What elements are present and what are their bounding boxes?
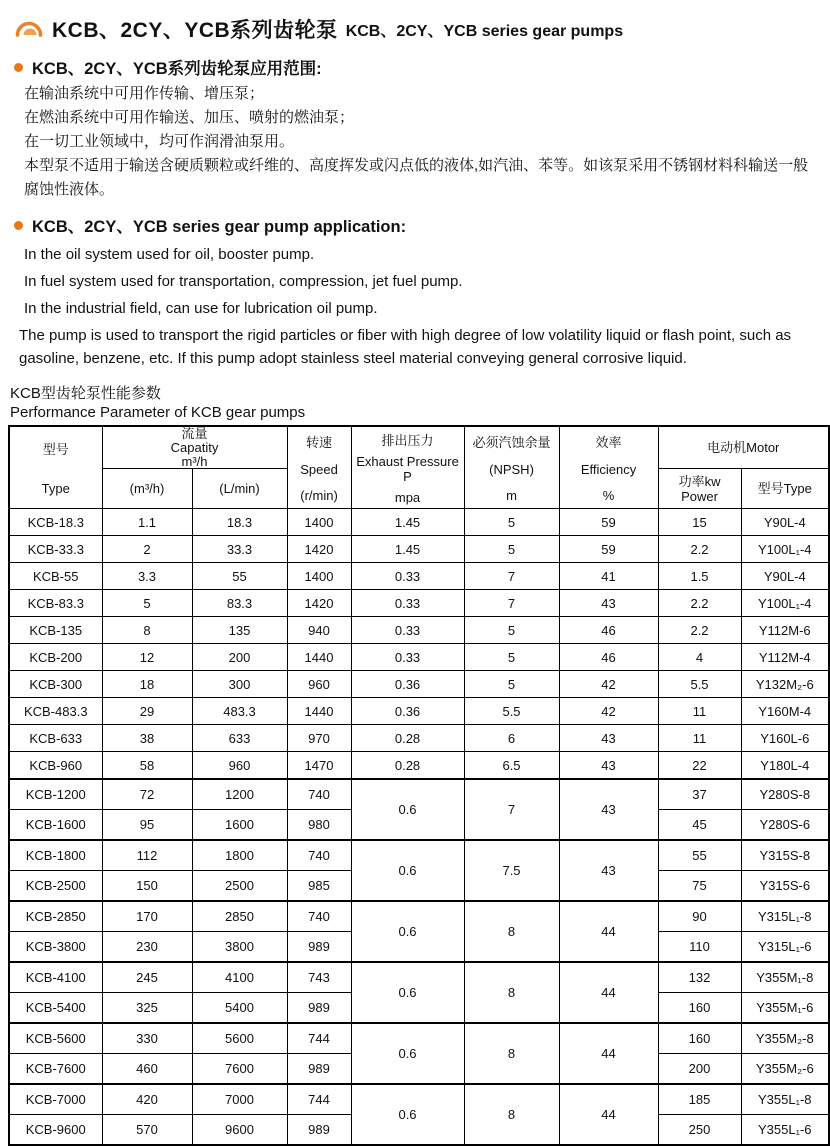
cell-power: 55 (658, 840, 741, 871)
cell-m3h: 325 (102, 993, 192, 1024)
cell-speed: 1400 (287, 509, 351, 536)
cell-type: KCB-960 (9, 752, 102, 780)
cell-speed: 1440 (287, 698, 351, 725)
bullet-icon (14, 63, 23, 72)
cell-speed: 744 (287, 1084, 351, 1115)
cell-m3h: 5 (102, 590, 192, 617)
cell-type: KCB-483.3 (9, 698, 102, 725)
cell-power: 4 (658, 644, 741, 671)
en-paragraph: The pump is used to transport the rigid particles or fiber with high degree of low volatility liquid or flash point, such as gasoline, benzene, etc. If this pump adopt stainless steel material conveying general corrosive liquid. (19, 327, 792, 367)
section-heading-cn-label: KCB、2CY、YCB系列齿轮泵应用范围: (32, 60, 322, 78)
page-header (6, 14, 824, 44)
cell-eff: 46 (559, 617, 658, 644)
cell-m3h: 18 (102, 671, 192, 698)
table-row (9, 725, 829, 752)
cell-type: KCB-300 (9, 671, 102, 698)
cell-npsh: 6.5 (464, 752, 559, 780)
cell-speed: 989 (287, 1115, 351, 1146)
cell-m3h: 170 (102, 901, 192, 932)
col-header-speed-unit: (r/min) (300, 487, 338, 503)
cell-type: KCB-5400 (9, 993, 102, 1024)
col-header-npsh-cn: 必须汽蚀余量 (472, 435, 551, 451)
performance-table (8, 425, 830, 1146)
col-header-speed-en: Speed (300, 461, 338, 477)
cell-lmin: 55 (192, 563, 287, 590)
col-header-power (658, 469, 741, 509)
cell-motor: Y315S-6 (741, 871, 829, 902)
cell-motor: Y160M-4 (741, 698, 829, 725)
cell-m3h: 330 (102, 1023, 192, 1054)
cn-line: 在输油系统中可用作传输、增压泵； (24, 85, 265, 102)
table-title-block (6, 384, 824, 422)
cell-type: KCB-7600 (9, 1054, 102, 1085)
cell-power: 160 (658, 1023, 741, 1054)
cell-npsh: 7 (464, 563, 559, 590)
table-row (9, 840, 829, 871)
cell-speed: 740 (287, 901, 351, 932)
cell-lmin: 5600 (192, 1023, 287, 1054)
cell-motor: Y315L₁-6 (741, 932, 829, 963)
cell-motor: Y355M₁-8 (741, 962, 829, 993)
cell-eff: 46 (559, 644, 658, 671)
cell-lmin: 9600 (192, 1115, 287, 1146)
cell-npsh: 5 (464, 671, 559, 698)
cell-speed: 1400 (287, 563, 351, 590)
cell-power: 160 (658, 993, 741, 1024)
cell-speed: 940 (287, 617, 351, 644)
cell-m3h: 150 (102, 871, 192, 902)
col-header-efficiency-cn: 效率 (595, 435, 622, 451)
col-header-m3h (102, 469, 192, 509)
cell-lmin: 7600 (192, 1054, 287, 1085)
bullet-icon (14, 221, 23, 230)
cell-pressure: 0.6 (351, 840, 464, 901)
cell-npsh: 8 (464, 962, 559, 1023)
table-row (9, 901, 829, 932)
cell-speed: 970 (287, 725, 351, 752)
cell-speed: 740 (287, 840, 351, 871)
cell-type: KCB-200 (9, 644, 102, 671)
col-header-capacity (102, 426, 287, 469)
cell-type: KCB-83.3 (9, 590, 102, 617)
col-header-pressure-en: Exhaust Pressure P (356, 454, 459, 485)
cell-pressure: 1.45 (351, 536, 464, 563)
performance-table-head (9, 426, 829, 509)
cell-speed: 980 (287, 810, 351, 841)
cell-power: 45 (658, 810, 741, 841)
cell-speed: 989 (287, 932, 351, 963)
cell-speed: 1440 (287, 644, 351, 671)
col-header-pressure (351, 426, 464, 509)
cell-power: 11 (658, 725, 741, 752)
cell-eff: 59 (559, 536, 658, 563)
cell-npsh: 6 (464, 725, 559, 752)
cell-speed: 744 (287, 1023, 351, 1054)
cell-motor: Y280S-6 (741, 810, 829, 841)
cell-power: 37 (658, 779, 741, 810)
section-en-body (6, 241, 824, 370)
col-header-lmin-label: (L/min) (219, 481, 260, 496)
cell-npsh: 5 (464, 536, 559, 563)
cell-m3h: 570 (102, 1115, 192, 1146)
col-header-motor-type-label: 型号Type (757, 481, 812, 496)
section-heading-cn (6, 55, 824, 79)
col-header-type (9, 426, 102, 509)
cell-pressure: 0.28 (351, 725, 464, 752)
cell-lmin: 18.3 (192, 509, 287, 536)
cell-lmin: 633 (192, 725, 287, 752)
cell-type: KCB-7000 (9, 1084, 102, 1115)
cell-eff: 43 (559, 725, 658, 752)
cell-eff: 43 (559, 752, 658, 780)
cell-type: KCB-2850 (9, 901, 102, 932)
cell-lmin: 2500 (192, 871, 287, 902)
cell-m3h: 1.1 (102, 509, 192, 536)
cell-motor: Y160L-6 (741, 725, 829, 752)
cell-pressure: 0.6 (351, 901, 464, 962)
col-header-efficiency-en: Efficiency (580, 461, 637, 477)
cell-eff: 44 (559, 1023, 658, 1084)
cell-motor: Y315L₁-8 (741, 901, 829, 932)
cell-lmin: 33.3 (192, 536, 287, 563)
cell-speed: 985 (287, 871, 351, 902)
cell-motor: Y112M-4 (741, 644, 829, 671)
cell-m3h: 230 (102, 932, 192, 963)
col-header-type-en: Type (41, 481, 70, 497)
en-line: In the industrial field, can use for lubrication oil pump. (24, 300, 378, 317)
cell-speed: 989 (287, 1054, 351, 1085)
cell-power: 11 (658, 698, 741, 725)
cell-pressure: 0.6 (351, 1084, 464, 1145)
table-row (9, 779, 829, 810)
brand-arc-icon (14, 18, 44, 40)
col-header-npsh-unit: m (506, 487, 517, 503)
cell-speed: 1420 (287, 536, 351, 563)
cell-type: KCB-9600 (9, 1115, 102, 1146)
col-header-efficiency (559, 426, 658, 509)
table-row (9, 509, 829, 536)
table-row (9, 1084, 829, 1115)
cell-m3h: 38 (102, 725, 192, 752)
cell-pressure: 0.6 (351, 962, 464, 1023)
cell-power: 2.2 (658, 536, 741, 563)
cell-lmin: 5400 (192, 993, 287, 1024)
cn-line: 在一切工业领域中，均可作润滑油泵用。 (24, 133, 295, 150)
col-header-capacity-cn: 流量 (181, 425, 208, 441)
cell-motor: Y280S-8 (741, 779, 829, 810)
cell-npsh: 5 (464, 617, 559, 644)
table-row (9, 536, 829, 563)
cell-eff: 43 (559, 840, 658, 901)
col-header-motor-label: 电动机Motor (707, 439, 780, 455)
page-title-cn: KCB、2CY、YCB系列齿轮泵 (52, 19, 338, 42)
cell-power: 2.2 (658, 617, 741, 644)
cell-motor: Y112M-6 (741, 617, 829, 644)
cell-type: KCB-135 (9, 617, 102, 644)
cell-type: KCB-33.3 (9, 536, 102, 563)
cell-motor: Y355M₂-8 (741, 1023, 829, 1054)
cell-pressure: 0.33 (351, 617, 464, 644)
cell-type: KCB-55 (9, 563, 102, 590)
cell-npsh: 8 (464, 1023, 559, 1084)
cell-speed: 989 (287, 993, 351, 1024)
cell-lmin: 4100 (192, 962, 287, 993)
cell-pressure: 0.28 (351, 752, 464, 780)
cell-motor: Y355M₂-6 (741, 1054, 829, 1085)
cell-type: KCB-1800 (9, 840, 102, 871)
cell-npsh: 7 (464, 779, 559, 840)
cell-motor: Y132M₂-6 (741, 671, 829, 698)
col-header-speed-cn: 转速 (306, 435, 333, 451)
table-title-cn: KCB型齿轮泵性能参数 (10, 385, 161, 402)
col-header-m3h-label: (m³/h) (129, 481, 165, 496)
cell-lmin: 2850 (192, 901, 287, 932)
cell-pressure: 1.45 (351, 509, 464, 536)
section-heading-en (6, 213, 824, 237)
cell-type: KCB-2500 (9, 871, 102, 902)
cell-power: 185 (658, 1084, 741, 1115)
cell-m3h: 3.3 (102, 563, 192, 590)
cell-type: KCB-1200 (9, 779, 102, 810)
cell-m3h: 245 (102, 962, 192, 993)
cell-npsh: 8 (464, 901, 559, 962)
cell-power: 110 (658, 932, 741, 963)
cell-m3h: 460 (102, 1054, 192, 1085)
table-row (9, 590, 829, 617)
cell-m3h: 12 (102, 644, 192, 671)
cell-motor: Y90L-4 (741, 563, 829, 590)
cell-pressure: 0.33 (351, 563, 464, 590)
cell-lmin: 135 (192, 617, 287, 644)
table-row (9, 563, 829, 590)
page-title-en: KCB、2CY、YCB series gear pumps (345, 22, 624, 40)
table-title-en: Performance Parameter of KCB gear pumps (10, 404, 306, 421)
cell-pressure: 0.6 (351, 1023, 464, 1084)
cell-pressure: 0.33 (351, 590, 464, 617)
cell-lmin: 1600 (192, 810, 287, 841)
cell-lmin: 83.3 (192, 590, 287, 617)
cell-eff: 43 (559, 590, 658, 617)
table-row (9, 752, 829, 780)
cell-power: 1.5 (658, 563, 741, 590)
cell-eff: 59 (559, 509, 658, 536)
cell-npsh: 7.5 (464, 840, 559, 901)
cell-npsh: 5 (464, 509, 559, 536)
col-header-power-en: Power (681, 488, 718, 504)
cell-power: 22 (658, 752, 741, 780)
cell-speed: 743 (287, 962, 351, 993)
cell-eff: 42 (559, 698, 658, 725)
cell-m3h: 420 (102, 1084, 192, 1115)
col-header-power-cn: 功率kw (678, 473, 721, 489)
cell-eff: 41 (559, 563, 658, 590)
col-header-efficiency-unit: % (602, 487, 615, 503)
cell-power: 90 (658, 901, 741, 932)
cell-power: 132 (658, 962, 741, 993)
cell-npsh: 7 (464, 590, 559, 617)
col-header-lmin (192, 469, 287, 509)
section-heading-en-label: KCB、2CY、YCB series gear pump application: (32, 218, 407, 236)
cell-eff: 44 (559, 901, 658, 962)
table-row (9, 1023, 829, 1054)
cell-pressure: 0.36 (351, 671, 464, 698)
cell-speed: 740 (287, 779, 351, 810)
cell-npsh: 5 (464, 644, 559, 671)
cell-speed: 1470 (287, 752, 351, 780)
table-row (9, 698, 829, 725)
cell-pressure: 0.36 (351, 698, 464, 725)
cell-lmin: 483.3 (192, 698, 287, 725)
cell-motor: Y90L-4 (741, 509, 829, 536)
cell-motor: Y100L₁-4 (741, 590, 829, 617)
en-line: In fuel system used for transportation, compression, jet fuel pump. (24, 273, 463, 290)
cell-type: KCB-18.3 (9, 509, 102, 536)
col-header-npsh-en: (NPSH) (489, 461, 534, 477)
cell-lmin: 200 (192, 644, 287, 671)
cell-m3h: 29 (102, 698, 192, 725)
cell-motor: Y355L₁-6 (741, 1115, 829, 1146)
cell-m3h: 8 (102, 617, 192, 644)
cell-motor: Y355L₁-8 (741, 1084, 829, 1115)
cell-eff: 44 (559, 1084, 658, 1145)
cell-m3h: 58 (102, 752, 192, 780)
cell-eff: 43 (559, 779, 658, 840)
cell-npsh: 5.5 (464, 698, 559, 725)
cell-m3h: 2 (102, 536, 192, 563)
cell-power: 75 (658, 871, 741, 902)
cell-npsh: 8 (464, 1084, 559, 1145)
cell-power: 5.5 (658, 671, 741, 698)
cell-type: KCB-4100 (9, 962, 102, 993)
table-row (9, 671, 829, 698)
cell-lmin: 3800 (192, 932, 287, 963)
cell-m3h: 72 (102, 779, 192, 810)
cell-speed: 1420 (287, 590, 351, 617)
col-header-capacity-unit: m³/h (181, 453, 208, 469)
cell-type: KCB-633 (9, 725, 102, 752)
cell-motor: Y180L-4 (741, 752, 829, 780)
cell-pressure: 0.6 (351, 779, 464, 840)
cell-power: 250 (658, 1115, 741, 1146)
cell-type: KCB-5600 (9, 1023, 102, 1054)
cell-power: 15 (658, 509, 741, 536)
en-line: In the oil system used for oil, booster pump. (24, 246, 315, 263)
col-header-type-cn: 型号 (42, 441, 69, 457)
cell-m3h: 95 (102, 810, 192, 841)
col-header-npsh (464, 426, 559, 509)
col-header-motor-type (741, 469, 829, 509)
cell-lmin: 7000 (192, 1084, 287, 1115)
cell-lmin: 1200 (192, 779, 287, 810)
col-header-pressure-cn: 排出压力 (381, 432, 434, 448)
table-row (9, 644, 829, 671)
cell-speed: 960 (287, 671, 351, 698)
cell-power: 2.2 (658, 590, 741, 617)
table-row (9, 617, 829, 644)
cell-m3h: 112 (102, 840, 192, 871)
cn-line: 本型泵不适用于输送含硬质颗粒或纤维的、高度挥发或闪点低的液体,如汽油、苯等。如该泵采用不锈钢材料科输送一般腐蚀性液体。 (24, 157, 809, 198)
cell-pressure: 0.33 (351, 644, 464, 671)
cell-lmin: 1800 (192, 840, 287, 871)
cell-lmin: 960 (192, 752, 287, 780)
col-header-motor-group (658, 426, 829, 469)
cell-eff: 42 (559, 671, 658, 698)
section-cn-body (6, 82, 824, 202)
cell-lmin: 300 (192, 671, 287, 698)
cell-type: KCB-1600 (9, 810, 102, 841)
col-header-pressure-unit: mpa (394, 490, 421, 506)
cell-type: KCB-3800 (9, 932, 102, 963)
col-header-speed (287, 426, 351, 509)
cell-motor: Y315S-8 (741, 840, 829, 871)
cn-line: 在燃油系统中可用作输送、加压、喷射的燃油泵； (24, 109, 355, 126)
cell-eff: 44 (559, 962, 658, 1023)
col-header-capacity-en: Capatity (170, 439, 219, 455)
cell-power: 200 (658, 1054, 741, 1085)
cell-motor: Y355M₁-6 (741, 993, 829, 1024)
performance-table-body (9, 509, 829, 1146)
cell-motor: Y100L₁-4 (741, 536, 829, 563)
table-row (9, 962, 829, 993)
